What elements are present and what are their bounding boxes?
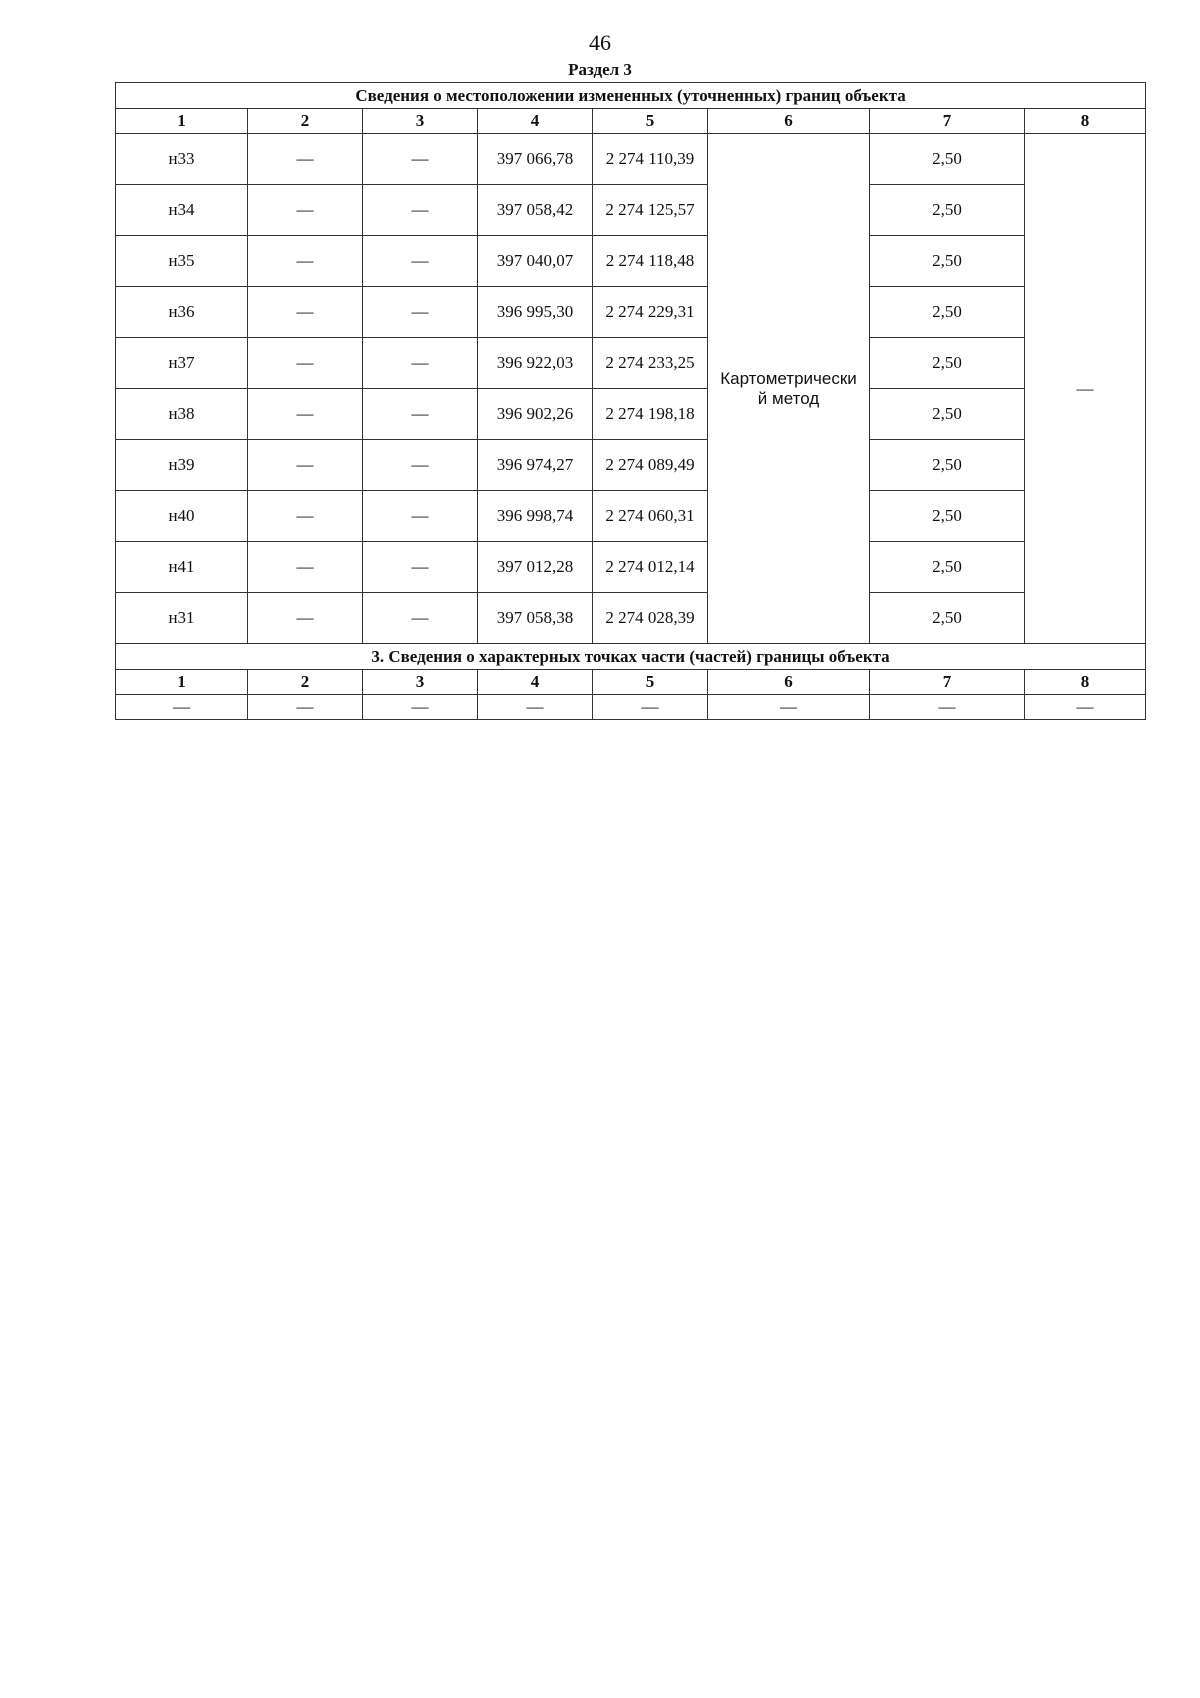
accuracy-cell: 2,50 [870, 236, 1025, 287]
point-name-cell: н39 [116, 440, 248, 491]
y-coordinate-cell: 2 274 060,31 [593, 491, 708, 542]
column-number: 1 [116, 670, 248, 695]
column-3-cell: — [363, 287, 478, 338]
y-coordinate-cell: 2 274 118,48 [593, 236, 708, 287]
column-3-cell: — [363, 542, 478, 593]
table-row [116, 389, 1146, 440]
empty-cell: — [478, 695, 593, 720]
table-row [116, 338, 1146, 389]
column-2-cell: — [248, 593, 363, 644]
y-coordinate-cell: 2 274 089,49 [593, 440, 708, 491]
column-number: 5 [593, 670, 708, 695]
column-3-cell: — [363, 491, 478, 542]
subsection-caption: 3. Сведения о характерных точках части (частей) границы объекта [116, 644, 1146, 670]
empty-cell: — [363, 695, 478, 720]
table-caption: Сведения о местоположении измененных (уточненных) границ объекта [116, 83, 1146, 109]
x-coordinate-cell: 397 066,78 [478, 134, 593, 185]
table-row [116, 593, 1146, 644]
x-coordinate-cell: 397 040,07 [478, 236, 593, 287]
column-number: 3 [363, 670, 478, 695]
method-text-line-2: й метод [757, 388, 820, 408]
point-name-cell: н36 [116, 287, 248, 338]
column-2-cell: — [248, 134, 363, 185]
accuracy-cell: 2,50 [870, 185, 1025, 236]
boundary-points-table [115, 82, 1146, 720]
column-2-cell: — [248, 491, 363, 542]
column-number-row [116, 109, 1146, 134]
empty-cell: — [248, 695, 363, 720]
column-number: 2 [248, 670, 363, 695]
y-coordinate-cell: 2 274 198,18 [593, 389, 708, 440]
table-row [116, 134, 1146, 185]
accuracy-cell: 2,50 [870, 389, 1025, 440]
x-coordinate-cell: 397 012,28 [478, 542, 593, 593]
table-caption-row [116, 83, 1146, 109]
accuracy-cell: 2,50 [870, 542, 1025, 593]
column-number: 8 [1025, 670, 1146, 695]
column-number: 7 [870, 109, 1025, 134]
point-name-cell: н33 [116, 134, 248, 185]
column-number: 8 [1025, 109, 1146, 134]
column-3-cell: — [363, 134, 478, 185]
subsection-caption-row [116, 644, 1146, 670]
point-name-cell: н34 [116, 185, 248, 236]
column-3-cell: — [363, 236, 478, 287]
column-number: 6 [708, 109, 870, 134]
accuracy-cell: 2,50 [870, 593, 1025, 644]
x-coordinate-cell: 397 058,38 [478, 593, 593, 644]
accuracy-cell: 2,50 [870, 491, 1025, 542]
table-row [116, 236, 1146, 287]
accuracy-cell: 2,50 [870, 287, 1025, 338]
table-row [116, 491, 1146, 542]
y-coordinate-cell: 2 274 028,39 [593, 593, 708, 644]
page-number: 46 [589, 30, 611, 55]
column-number: 4 [478, 670, 593, 695]
point-name-cell: н40 [116, 491, 248, 542]
x-coordinate-cell: 397 058,42 [478, 185, 593, 236]
column-number: 2 [248, 109, 363, 134]
column-2-cell: — [248, 338, 363, 389]
column-number: 1 [116, 109, 248, 134]
point-name-cell: н35 [116, 236, 248, 287]
column-number: 5 [593, 109, 708, 134]
x-coordinate-cell: 396 902,26 [478, 389, 593, 440]
column-number: 3 [363, 109, 478, 134]
empty-cell: — [708, 695, 870, 720]
accuracy-cell: 2,50 [870, 440, 1025, 491]
column-3-cell: — [363, 440, 478, 491]
empty-cell: — [1025, 695, 1146, 720]
table-row [116, 287, 1146, 338]
x-coordinate-cell: 396 998,74 [478, 491, 593, 542]
point-name-cell: н38 [116, 389, 248, 440]
x-coordinate-cell: 396 922,03 [478, 338, 593, 389]
empty-cell: — [593, 695, 708, 720]
column-number: 4 [478, 109, 593, 134]
x-coordinate-cell: 396 995,30 [478, 287, 593, 338]
point-name-cell: н41 [116, 542, 248, 593]
column-2-cell: — [248, 389, 363, 440]
y-coordinate-cell: 2 274 110,39 [593, 134, 708, 185]
column-2-cell: — [248, 440, 363, 491]
column-3-cell: — [363, 593, 478, 644]
table-body [116, 83, 1146, 720]
column-2-cell: — [248, 185, 363, 236]
table-row [116, 542, 1146, 593]
y-coordinate-cell: 2 274 233,25 [593, 338, 708, 389]
column-2-cell: — [248, 287, 363, 338]
column-8-cell: — [1025, 134, 1146, 644]
column-3-cell: — [363, 338, 478, 389]
table-row [116, 440, 1146, 491]
method-cell [708, 134, 870, 644]
subsection-empty-row [116, 695, 1146, 720]
table-row [116, 185, 1146, 236]
column-3-cell: — [363, 389, 478, 440]
method-text-line-1: Картометрически [720, 368, 857, 388]
section-title: Раздел 3 [568, 60, 632, 79]
column-number: 6 [708, 670, 870, 695]
y-coordinate-cell: 2 274 125,57 [593, 185, 708, 236]
column-2-cell: — [248, 542, 363, 593]
accuracy-cell: 2,50 [870, 134, 1025, 185]
column-3-cell: — [363, 185, 478, 236]
empty-cell: — [870, 695, 1025, 720]
subsection-column-number-row [116, 670, 1146, 695]
point-name-cell: н31 [116, 593, 248, 644]
x-coordinate-cell: 396 974,27 [478, 440, 593, 491]
column-2-cell: — [248, 236, 363, 287]
y-coordinate-cell: 2 274 012,14 [593, 542, 708, 593]
y-coordinate-cell: 2 274 229,31 [593, 287, 708, 338]
empty-cell: — [116, 695, 248, 720]
accuracy-cell: 2,50 [870, 338, 1025, 389]
column-number: 7 [870, 670, 1025, 695]
point-name-cell: н37 [116, 338, 248, 389]
